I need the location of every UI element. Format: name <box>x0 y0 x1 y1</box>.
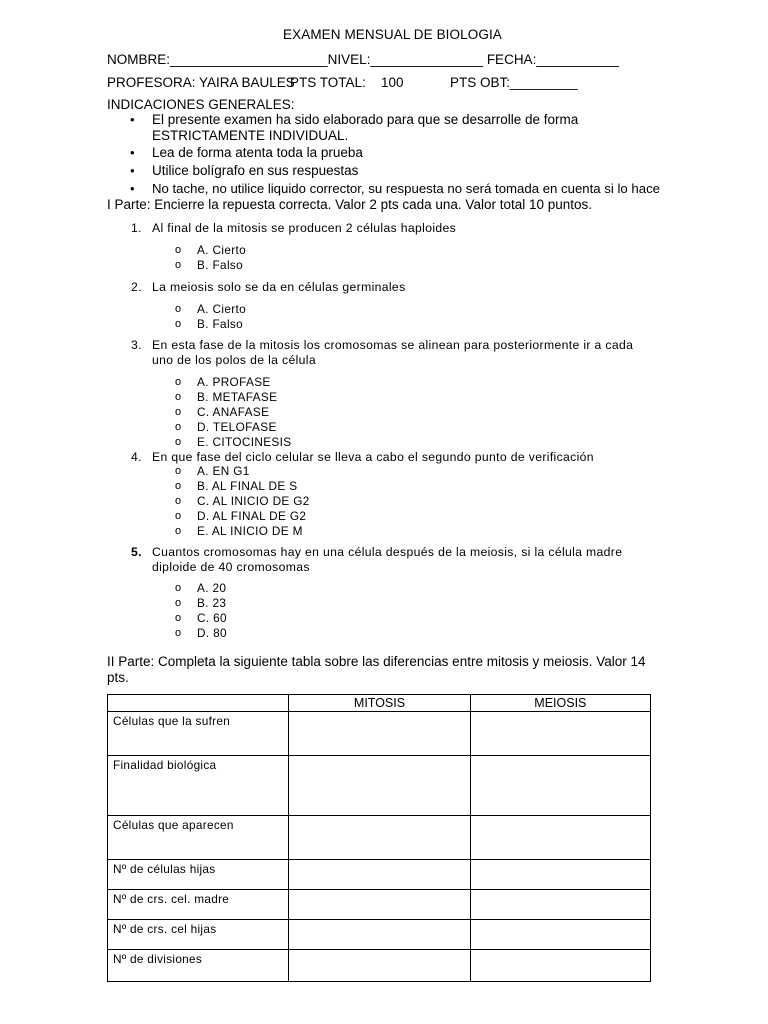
question-5-text-cont: diploide de 40 cromosomas <box>152 560 310 574</box>
answer-cell-mitosis[interactable] <box>289 890 470 920</box>
row-label: Nº de crs. cel. madre <box>108 890 289 920</box>
pts-obt-line: PTS OBT:_________ <box>450 75 578 90</box>
option-marker: o <box>175 612 182 624</box>
table-row <box>108 816 651 860</box>
q4-option-b[interactable]: B. AL FINAL DE S <box>197 479 298 493</box>
question-2-text: La meiosis solo se da en células germinales <box>152 280 406 294</box>
answer-cell-meiosis[interactable] <box>470 756 650 816</box>
question-4-text: En que fase del ciclo celular se lleva a cabo el segundo punto de verificación <box>152 450 594 464</box>
question-1-text: Al final de la mitosis se producen 2 células haploides <box>152 221 457 235</box>
parte1-heading: I Parte: Encierre la repuesta correcta. Valor 2 pts cada una. Valor total 10 puntos. <box>107 197 593 212</box>
question-4-number: 4. <box>131 450 142 464</box>
table-header-mitosis: MITOSIS <box>289 695 470 712</box>
row-label: Finalidad biológica <box>108 756 289 816</box>
q1-option-a[interactable]: A. Cierto <box>197 243 247 257</box>
q4-option-d[interactable]: D. AL FINAL DE G2 <box>197 509 307 523</box>
exam-title: EXAMEN MENSUAL DE BIOLOGIA <box>283 27 502 42</box>
q5-option-a[interactable]: A. 20 <box>197 581 227 595</box>
option-marker: o <box>175 259 182 271</box>
q1-option-b[interactable]: B. Falso <box>197 258 244 272</box>
indicacion-1: El presente examen ha sido elaborado para que se desarrolle de forma <box>152 112 579 127</box>
option-marker: o <box>175 406 182 418</box>
pts-total-value: 100 <box>381 75 404 90</box>
question-5-number: 5. <box>131 545 142 559</box>
answer-cell-mitosis[interactable] <box>289 816 470 860</box>
table-row <box>108 920 651 950</box>
option-marker: o <box>175 597 182 609</box>
bullet-1: • <box>130 112 135 127</box>
option-marker: o <box>175 465 182 477</box>
option-marker: o <box>175 318 182 330</box>
question-5-text: Cuantos cromosomas hay en una célula después de la meiosis, si la célula madre <box>152 545 623 559</box>
option-marker: o <box>175 510 182 522</box>
option-marker: o <box>175 376 182 388</box>
table-header-row <box>108 695 651 712</box>
answer-cell-meiosis[interactable] <box>470 950 650 982</box>
q5-option-b[interactable]: B. 23 <box>197 596 227 610</box>
q2-option-b[interactable]: B. Falso <box>197 317 244 331</box>
table-row <box>108 860 651 890</box>
answer-cell-meiosis[interactable] <box>470 920 650 950</box>
q4-option-c[interactable]: C. AL INICIO DE G2 <box>197 494 310 508</box>
answer-cell-mitosis[interactable] <box>289 950 470 982</box>
table-header-meiosis: MEIOSIS <box>470 695 650 712</box>
indicacion-1-cont: ESTRICTAMENTE INDIVIDUAL. <box>152 128 349 143</box>
question-1-number: 1. <box>131 221 142 235</box>
question-2-number: 2. <box>131 280 142 294</box>
answer-cell-mitosis[interactable] <box>289 712 470 756</box>
option-marker: o <box>175 627 182 639</box>
q4-option-e[interactable]: E. AL INICIO DE M <box>197 524 303 538</box>
question-3-text-cont: uno de los polos de la célula <box>152 353 316 367</box>
table-row <box>108 950 651 982</box>
indicacion-2: Lea de forma atenta toda la prueba <box>152 145 363 160</box>
question-3-number: 3. <box>131 338 142 352</box>
option-marker: o <box>175 480 182 492</box>
row-label: Nº de células hijas <box>108 860 289 890</box>
answer-cell-meiosis[interactable] <box>470 816 650 860</box>
table-row <box>108 890 651 920</box>
bullet-2: • <box>130 145 135 160</box>
option-marker: o <box>175 525 182 537</box>
option-marker: o <box>175 244 182 256</box>
answer-cell-mitosis[interactable] <box>289 756 470 816</box>
q5-option-c[interactable]: C. 60 <box>197 611 227 625</box>
answer-cell-meiosis[interactable] <box>470 860 650 890</box>
row-label: Células que la sufren <box>108 712 289 756</box>
option-marker: o <box>175 303 182 315</box>
answer-cell-meiosis[interactable] <box>470 712 650 756</box>
row-label: Células que aparecen <box>108 816 289 860</box>
q2-option-a[interactable]: A. Cierto <box>197 302 247 316</box>
row-label: Nº de divisiones <box>108 950 289 982</box>
option-marker: o <box>175 582 182 594</box>
table-row <box>108 712 651 756</box>
q3-option-a[interactable]: A. PROFASE <box>197 375 271 389</box>
nombre-line: NOMBRE:_____________________NIVEL:_______________ FECHA:___________ <box>107 52 619 67</box>
row-label: Nº de crs. cel hijas <box>108 920 289 950</box>
indicacion-4: No tache, no utilice liquido corrector, su respuesta no será tomada en cuenta si lo hace <box>152 181 661 196</box>
indicaciones-heading: INDICACIONES GENERALES: <box>107 97 295 112</box>
parte2-heading: II Parte: Completa la siguiente tabla sobre las diferencias entre mitosis y meiosis. Valor 14 <box>107 654 646 669</box>
parte2-heading-cont: pts. <box>107 670 129 685</box>
pts-total-label: PTS TOTAL: <box>290 75 366 90</box>
bullet-4: • <box>130 181 135 196</box>
q3-option-e[interactable]: E. CITOCINESIS <box>197 435 292 449</box>
bullet-3: • <box>130 163 135 178</box>
q3-option-c[interactable]: C. ANAFASE <box>197 405 270 419</box>
q5-option-d[interactable]: D. 80 <box>197 626 227 640</box>
option-marker: o <box>175 421 182 433</box>
q4-option-a[interactable]: A. EN G1 <box>197 464 250 478</box>
profesora-label: PROFESORA: YAIRA BAULES <box>107 75 295 90</box>
answer-cell-meiosis[interactable] <box>470 890 650 920</box>
option-marker: o <box>175 495 182 507</box>
answer-cell-mitosis[interactable] <box>289 920 470 950</box>
table-row <box>108 756 651 816</box>
option-marker: o <box>175 391 182 403</box>
q3-option-b[interactable]: B. METAFASE <box>197 390 278 404</box>
indicacion-3: Utilice bolígrafo en sus respuestas <box>152 163 359 178</box>
differences-table <box>107 694 651 982</box>
answer-cell-mitosis[interactable] <box>289 860 470 890</box>
option-marker: o <box>175 436 182 448</box>
q3-option-d[interactable]: D. TELOFASE <box>197 420 277 434</box>
question-3-text: En esta fase de la mitosis los cromosomas se alinean para posteriormente ir a cada <box>152 338 634 352</box>
table-header-empty <box>108 695 289 712</box>
